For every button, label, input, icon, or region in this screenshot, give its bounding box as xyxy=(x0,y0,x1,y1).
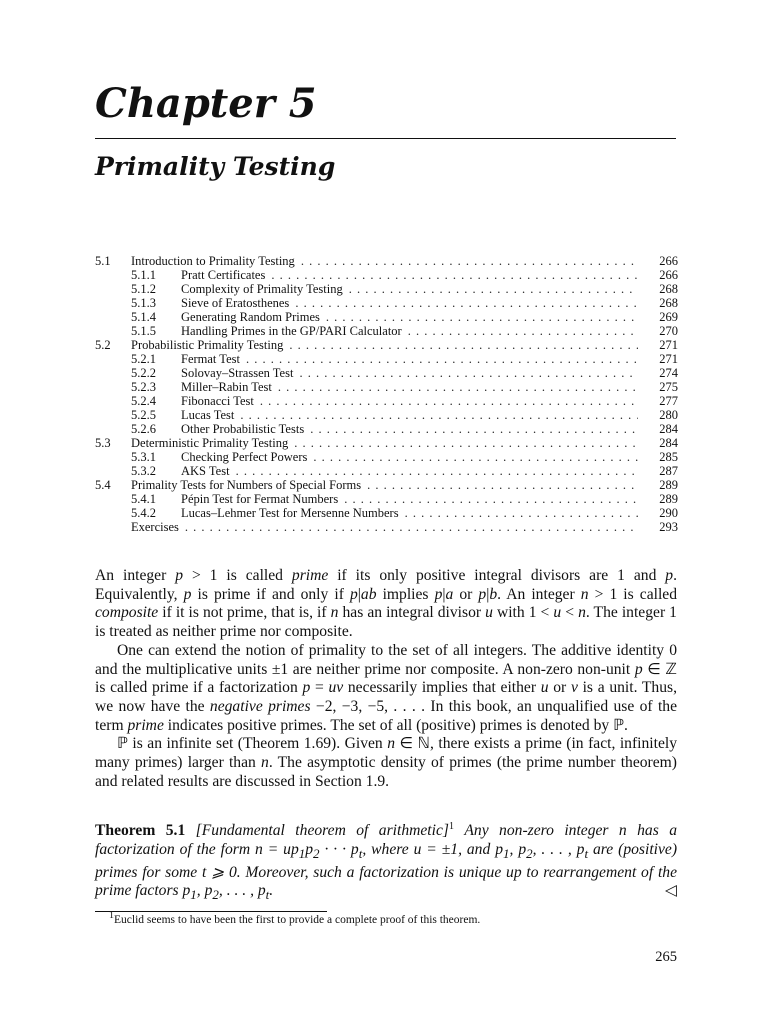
toc-entry-page: 266 xyxy=(659,268,678,282)
toc-entry xyxy=(95,296,678,310)
toc-entry-page: 275 xyxy=(659,380,678,394)
toc-entry-title: Lucas–Lehmer Test for Mersenne Numbers xyxy=(181,506,399,520)
toc-entry xyxy=(95,436,678,450)
toc-leader-dots xyxy=(240,408,638,422)
toc-entry-title: Other Probabilistic Tests xyxy=(181,422,305,436)
toc-entry-title: Miller–Rabin Test xyxy=(181,380,272,394)
toc-entry-title: Sieve of Eratosthenes xyxy=(181,296,290,310)
toc-entry xyxy=(95,366,678,380)
paragraph: ℙ is an infinite set (Theorem 1.69). Given n ∈ ℕ, there exists a prime (in fact, infinitely many primes) larger than n. The asymptotic density of primes (the prime number theorem) and related results are discussed in Section 1.9. xyxy=(95,735,677,790)
toc-leader-dots xyxy=(313,450,638,464)
toc-entry xyxy=(95,268,678,282)
toc-entry-page: 274 xyxy=(659,366,678,380)
toc-entry-number: 5.2.1 xyxy=(131,352,156,366)
toc-entry-page: 277 xyxy=(659,394,678,408)
toc-entry xyxy=(95,380,678,394)
toc-entry xyxy=(95,254,678,268)
toc-leader-dots xyxy=(349,282,638,296)
toc-entry-title: Primality Tests for Numbers of Special Forms xyxy=(131,478,362,492)
toc-entry-page: 280 xyxy=(659,408,678,422)
toc-entry-title: Lucas Test xyxy=(181,408,235,422)
toc-entry-page: 271 xyxy=(659,352,678,366)
toc-entry xyxy=(95,520,678,534)
toc-entry-title: Complexity of Primality Testing xyxy=(181,282,343,296)
toc-entry-title: Checking Perfect Powers xyxy=(181,450,308,464)
toc-leader-dots xyxy=(185,520,638,534)
chapter-title: Primality Testing xyxy=(95,152,336,181)
toc-entry-page: 268 xyxy=(659,296,678,310)
theorem-end-mark: ◁ xyxy=(665,882,677,900)
toc-entry-page: 290 xyxy=(659,506,678,520)
toc-entry xyxy=(95,394,678,408)
toc-entry-title: AKS Test xyxy=(181,464,230,478)
toc-entry xyxy=(95,352,678,366)
footnote-rule xyxy=(95,911,327,912)
toc-entry-number: 5.4.1 xyxy=(131,492,156,506)
toc-entry-title: Generating Random Primes xyxy=(181,310,320,324)
toc-leader-dots xyxy=(344,492,638,506)
toc-entry xyxy=(95,408,678,422)
toc-entry xyxy=(95,282,678,296)
toc-entry-title: Probabilistic Primality Testing xyxy=(131,338,284,352)
toc-leader-dots xyxy=(271,268,638,282)
toc-entry-number: 5.2.5 xyxy=(131,408,156,422)
toc-leader-dots xyxy=(405,506,638,520)
toc-entry-title: Fermat Test xyxy=(181,352,240,366)
toc-entry-number: 5.2.2 xyxy=(131,366,156,380)
toc-entry-number: 5.3.1 xyxy=(131,450,156,464)
toc-leader-dots xyxy=(295,296,638,310)
toc-entry-title: Deterministic Primality Testing xyxy=(131,436,289,450)
toc-entry xyxy=(95,506,678,520)
toc-entry xyxy=(95,338,678,352)
toc-leader-dots xyxy=(278,380,638,394)
toc-entry-page: 293 xyxy=(659,520,678,534)
toc-entry-title: Introduction to Primality Testing xyxy=(131,254,295,268)
theorem-label: Theorem 5.1 xyxy=(95,822,186,839)
toc-entry-number: 5.1 xyxy=(95,254,111,268)
toc-entry-number: 5.4 xyxy=(95,478,111,492)
toc-entry-page: 289 xyxy=(659,492,678,506)
page-number: 265 xyxy=(655,949,677,965)
toc-leader-dots xyxy=(408,324,638,338)
toc-leader-dots xyxy=(260,394,638,408)
toc-entry-title: Exercises xyxy=(131,520,179,534)
toc-entry-page: 287 xyxy=(659,464,678,478)
toc-entry xyxy=(95,310,678,324)
toc-leader-dots xyxy=(367,478,638,492)
toc-entry xyxy=(95,450,678,464)
toc-entry-page: 285 xyxy=(659,450,678,464)
toc-entry-number: 5.4.2 xyxy=(131,506,156,520)
toc-entry-title: Solovay–Strassen Test xyxy=(181,366,294,380)
toc-leader-dots xyxy=(326,310,638,324)
toc-entry-number: 5.3.2 xyxy=(131,464,156,478)
toc-entry-number: 5.1.4 xyxy=(131,310,156,324)
toc-entry-page: 271 xyxy=(659,338,678,352)
theorem-name: [Fundamental theorem of arithmetic] xyxy=(195,822,449,839)
toc-entry-page: 284 xyxy=(659,436,678,450)
toc-entry xyxy=(95,324,678,338)
toc-entry xyxy=(95,478,678,492)
toc-entry-title: Handling Primes in the GP/PARI Calculator xyxy=(181,324,402,338)
toc-leader-dots xyxy=(289,338,638,352)
toc-entry xyxy=(95,492,678,506)
chapter-rule xyxy=(95,138,676,139)
toc-entry xyxy=(95,464,678,478)
theorem-footnote-mark: 1 xyxy=(448,820,454,832)
toc-entry-number: 5.1.5 xyxy=(131,324,156,338)
toc-entry-number: 5.1.2 xyxy=(131,282,156,296)
toc-leader-dots xyxy=(310,422,638,436)
toc-entry-title: Fibonacci Test xyxy=(181,394,254,408)
table-of-contents xyxy=(95,254,678,534)
theorem-5-1 xyxy=(95,822,677,905)
toc-entry-number: 5.2.6 xyxy=(131,422,156,436)
toc-entry xyxy=(95,422,678,436)
toc-entry-number: 5.2.4 xyxy=(131,394,156,408)
toc-entry-page: 269 xyxy=(659,310,678,324)
toc-entry-page: 270 xyxy=(659,324,678,338)
toc-entry-title: Pépin Test for Fermat Numbers xyxy=(181,492,339,506)
toc-leader-dots xyxy=(299,366,638,380)
toc-entry-page: 268 xyxy=(659,282,678,296)
footnote-mark: 1 xyxy=(109,910,114,922)
theorem-body: Any non-zero integer n has a factorization of the form $n = up_1p_2$ · · · $p_t$, where u = ±1, and $p_1$, $p_2$, . . . , $p_t$ are (positive) primes for some t ⩾ 0. Moreover, such a factorization is unique up to rearrangement of the prime factors $p_1$, $p_2$, . . . , $p_t$. xyxy=(95,822,678,903)
toc-entry-number: 5.2 xyxy=(95,338,111,352)
toc-entry-page: 266 xyxy=(659,254,678,268)
toc-leader-dots xyxy=(301,254,638,268)
toc-entry-number: 5.2.3 xyxy=(131,380,156,394)
toc-entry-number: 5.3 xyxy=(95,436,111,450)
paragraph: An integer p > 1 is called prime if its only positive integral divisors are 1 and p. Equivalently, p is prime if and only if p|ab implies p|a or p|b. An integer n > 1 is called composite if it is not prime, that is, if n has an integral divisor u with 1 < u < n. The integer 1 is treated as neither prime nor composite. xyxy=(95,567,678,641)
body-text xyxy=(95,567,677,791)
toc-entry-page: 284 xyxy=(659,422,678,436)
paragraph: One can extend the notion of primality to the set of all integers. The additive identity 0 and the multiplicative units ±1 are neither prime nor composite. A non-zero non-unit p ∈ ℤ is called prime if a factorization p = uv necessarily implies that either u or v is a unit. Thus, we now have the negative primes −2, −3, −5, . . . . In this book, an unqualified use of the term prime indicates positive primes. The set of all (positive) primes is denoted by ℙ. xyxy=(95,641,677,734)
footnote xyxy=(109,910,679,927)
toc-leader-dots xyxy=(236,464,638,478)
toc-leader-dots xyxy=(246,352,638,366)
toc-entry-page: 289 xyxy=(659,478,678,492)
toc-entry-title: Pratt Certificates xyxy=(181,268,266,282)
toc-entry-number: 5.1.1 xyxy=(131,268,156,282)
chapter-label: Chapter 5 xyxy=(95,80,317,127)
toc-leader-dots xyxy=(294,436,638,450)
footnote-text: Euclid seems to have been the first to provide a complete proof of this theorem. xyxy=(114,914,481,926)
toc-entry-number: 5.1.3 xyxy=(131,296,156,310)
